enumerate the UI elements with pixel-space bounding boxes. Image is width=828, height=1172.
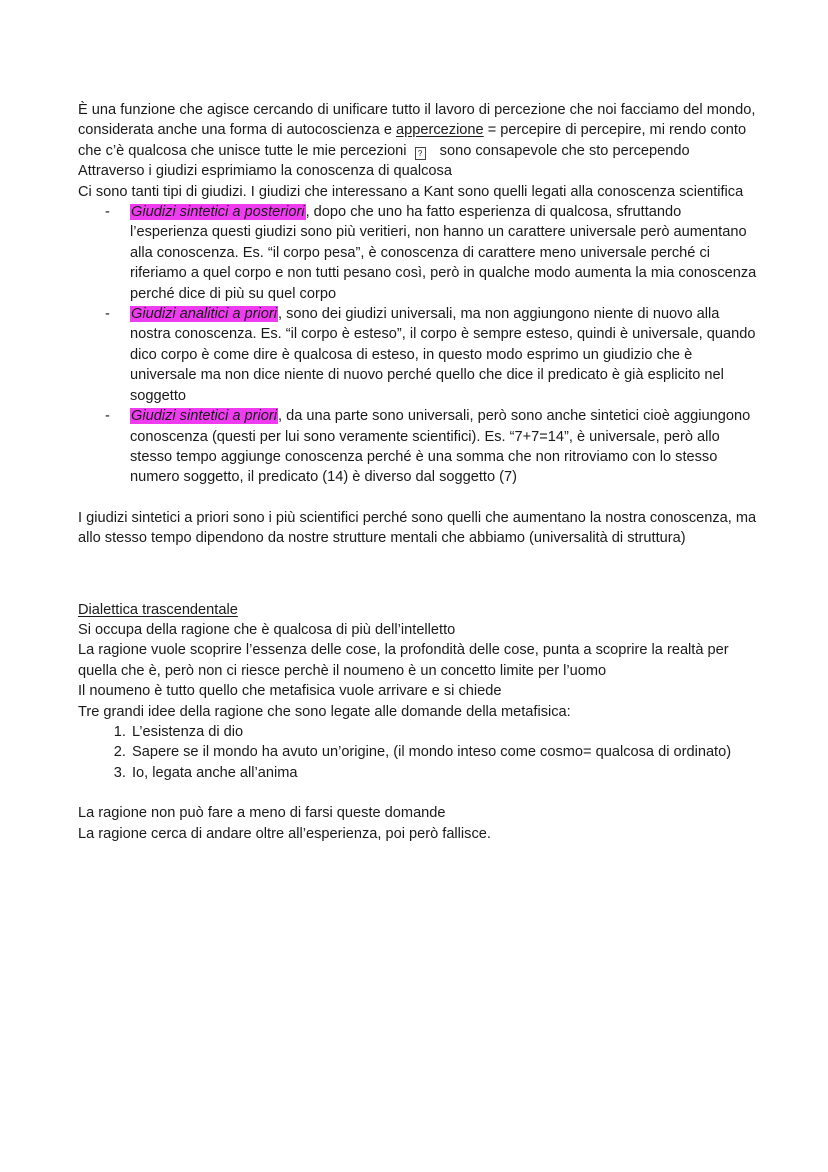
- list-item: 2. Sapere se il mondo ha avuto un’origine, (il mondo inteso come cosmo= qualcosa di ordinato): [130, 742, 758, 762]
- list-item: 3. Io, legata anche all’anima: [130, 763, 758, 783]
- list-item-text: , da una parte sono universali, però sono anche sintetici cioè aggiungono conoscenza (questi per lui sono veramente scientifici). Es. “7+7=14”, è universale, però allo stesso tempo aggiunge conoscenza perché è una somma che non ritroviamo con lo stesso numero soggetto, il predicato (14) è diverso dal soggetto (7): [130, 408, 751, 486]
- section-heading: Dialettica trascendentale: [78, 601, 238, 618]
- appercezione-term: appercezione: [396, 122, 484, 139]
- list-item: [130, 202, 758, 304]
- tipi-giudizi-line: Ci sono tanti tipi di giudizi. I giudizi che interessano a Kant sono quelli legati alla conoscenza scientifica: [78, 183, 744, 200]
- highlighted-term: Giudizi sintetici a posteriori: [131, 204, 305, 221]
- intro-text: È una funzione che agisce cercando di unificare tutto il lavoro di percezione che noi facciamo del mondo, considerata anche una forma di autocoscienza e: [78, 102, 756, 139]
- intro-text-cont: = percepire di percepire, mi rendo conto che c’è qualcosa che unisce tutte le mie percezioni: [78, 122, 747, 159]
- dialettica-line: Il noumeno è tutto quello che metafisica vuole arrivare e si chiede: [78, 683, 502, 700]
- spacer: [78, 488, 758, 508]
- highlighted-term: Giudizi analitici a priori: [131, 306, 277, 323]
- missing-glyph-icon: ?: [415, 147, 426, 160]
- dialettica-line: Si occupa della ragione che è qualcosa di più dell’intelletto: [78, 621, 456, 638]
- summary-paragraph: I giudizi sintetici a priori sono i più scientifici perché sono quelli che aumentano la nostra conoscenza, ma allo stesso tempo dipendono da nostre strutture mentali che abbiamo (universalità di struttura): [78, 509, 757, 547]
- list-item: [130, 406, 758, 488]
- closing-line: La ragione non può fare a meno di farsi queste domande: [78, 805, 446, 822]
- giudizi-line: Attraverso i giudizi esprimiamo la conoscenza di qualcosa: [78, 163, 452, 180]
- spacer: [78, 549, 758, 600]
- judgment-list: [78, 202, 758, 488]
- intro-paragraph: [78, 100, 758, 161]
- closing-line: La ragione cerca di andare oltre all’esperienza, poi però fallisce.: [78, 825, 491, 842]
- spacer: [78, 783, 758, 803]
- list-item: 1. L’esistenza di dio: [130, 722, 758, 742]
- dialettica-line: La ragione vuole scoprire l’essenza delle cose, la profondità delle cose, punta a scoprire la realtà per quella che è, però non ci riesce perchè il noumeno è un concetto limite per l’uomo: [78, 642, 729, 679]
- list-item-text: , sono dei giudizi universali, ma non aggiungono niente di nuovo alla nostra conoscenza. Es. “il corpo è esteso”, il corpo è sempre esteso, quindi è universale, quando dico corpo è come dire è qualcosa di esteso, in questo modo esprimo un giudizio che è universale ma non dice niente di nuovo perché quello che dice il predicato è già esplicito nel soggetto: [130, 306, 756, 404]
- ideas-list: [78, 722, 758, 783]
- highlighted-term: Giudizi sintetici a priori: [131, 408, 277, 425]
- list-item: [130, 304, 758, 406]
- intro-text-end: sono consapevole che sto percependo: [435, 142, 690, 159]
- dialettica-line: Tre grandi idee della ragione che sono legate alle domande della metafisica:: [78, 703, 571, 720]
- list-item-text: , dopo che uno ha fatto esperienza di qualcosa, sfruttando l’esperienza questi giudizi sono più veritieri, non hanno un carattere universale però aumentano alla conoscenza. Es. “il corpo pesa”, è conoscenza di carattere meno universale perché ci riferiamo a quel corpo e non tutti pesano così, però in qualche modo aumenta la mia conoscenza perché dice di più su quel corpo: [130, 204, 757, 302]
